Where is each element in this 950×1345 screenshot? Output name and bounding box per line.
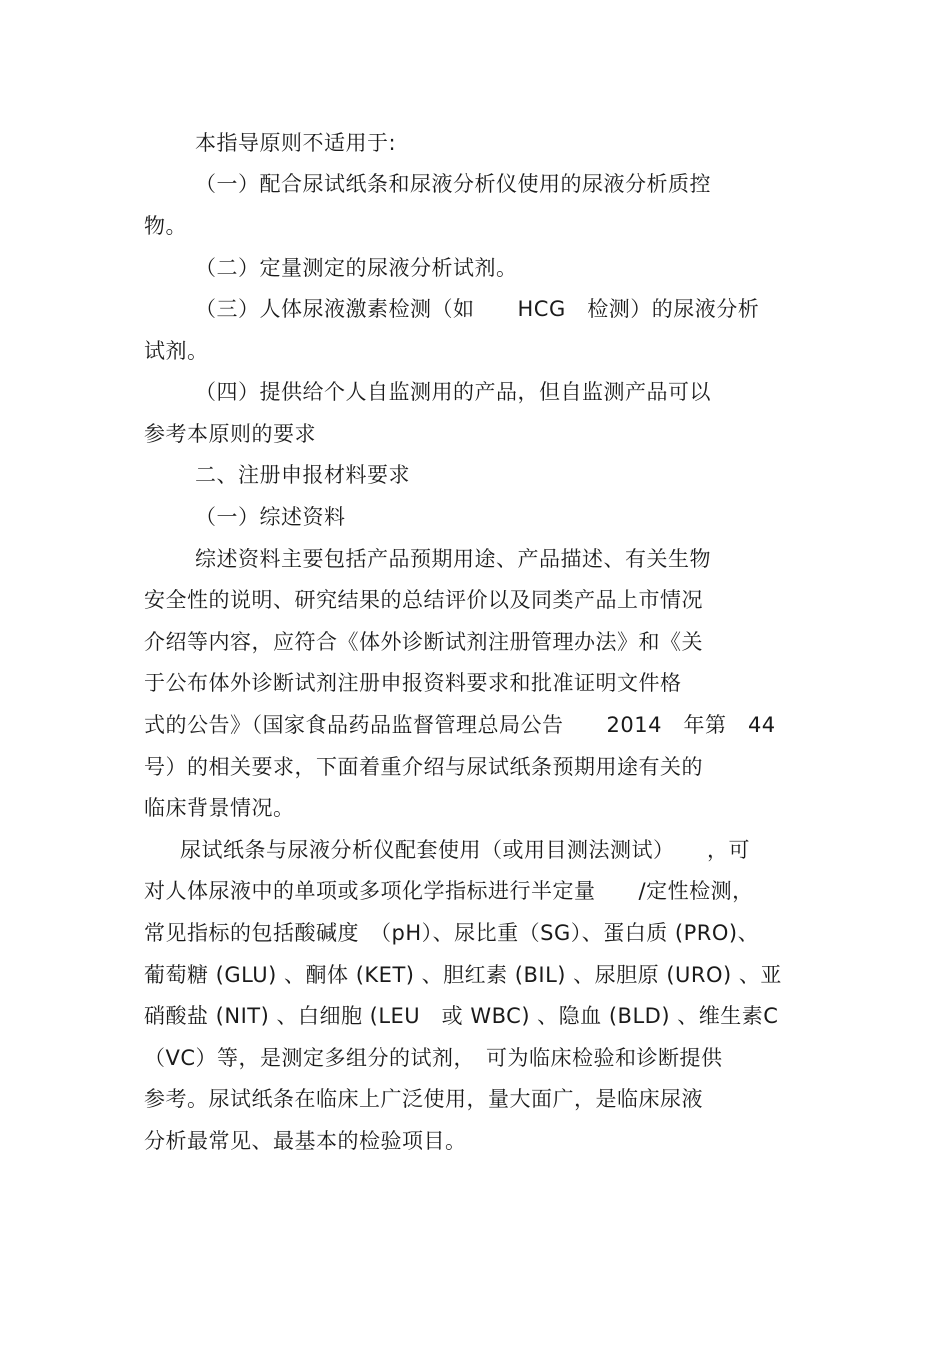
section-heading: 二、注册申报材料要求 xyxy=(195,463,410,487)
paragraph-line: 安全性的说明、研究结果的总结评价以及同类产品上市情况 xyxy=(144,588,703,612)
paragraph-line: 硝酸盐 (NIT) 、白细胞 (LEU 或 WBC) 、隐血 (BLD) 、维生素C xyxy=(144,1004,779,1028)
paragraph-line: 分析最常见、最基本的检验项目。 xyxy=(144,1129,467,1153)
paragraph-line: （VC）等，是测定多组分的试剂， 可为临床检验和诊断提供 xyxy=(144,1046,723,1070)
paragraph-line: （四）提供给个人自监测用的产品，但自监测产品可以 xyxy=(195,380,711,404)
paragraph-line: 综述资料主要包括产品预期用途、产品描述、有关生物 xyxy=(195,547,711,571)
paragraph-line: 常见指标的包括酸碱度 （pH）、尿比重（SG）、蛋白质 (PRO)、 xyxy=(144,921,760,945)
paragraph-line: 试剂。 xyxy=(144,339,209,363)
paragraph-line: 式的公告》（国家食品药品监督管理总局公告 2014 年第 44 xyxy=(144,713,776,737)
subsection-heading: （一）综述资料 xyxy=(195,505,346,529)
paragraph-line: 物。 xyxy=(144,214,187,238)
paragraph-line: 参考本原则的要求 xyxy=(144,422,316,446)
paragraph-line: 号）的相关要求，下面着重介绍与尿试纸条预期用途有关的 xyxy=(144,755,703,779)
paragraph-line: 临床背景情况。 xyxy=(144,796,295,820)
paragraph-line: 尿试纸条与尿液分析仪配套使用（或用目测法测试） ，可 xyxy=(180,838,750,862)
paragraph-line: 本指导原则不适用于: xyxy=(195,131,397,155)
paragraph-line: （一）配合尿试纸条和尿液分析仪使用的尿液分析质控 xyxy=(195,172,711,196)
paragraph-line: 葡萄糖 (GLU) 、酮体 (KET) 、胆红素 (BIL) 、尿胆原 (URO) 、亚 xyxy=(144,963,782,987)
paragraph-line: （三）人体尿液激素检测（如 HCG 检测）的尿液分析 xyxy=(195,297,760,321)
paragraph-line: 介绍等内容，应符合《体外诊断试剂注册管理办法》和《关 xyxy=(144,630,703,654)
paragraph-line: 于公布体外诊断试剂注册申报资料要求和批准证明文件格 xyxy=(144,671,682,695)
paragraph-line: （二）定量测定的尿液分析试剂。 xyxy=(195,256,518,280)
paragraph-line: 参考。尿试纸条在临床上广泛使用，量大面广，是临床尿液 xyxy=(144,1087,703,1111)
paragraph-line: 对人体尿液中的单项或多项化学指标进行半定量 /定性检测， xyxy=(144,879,754,903)
